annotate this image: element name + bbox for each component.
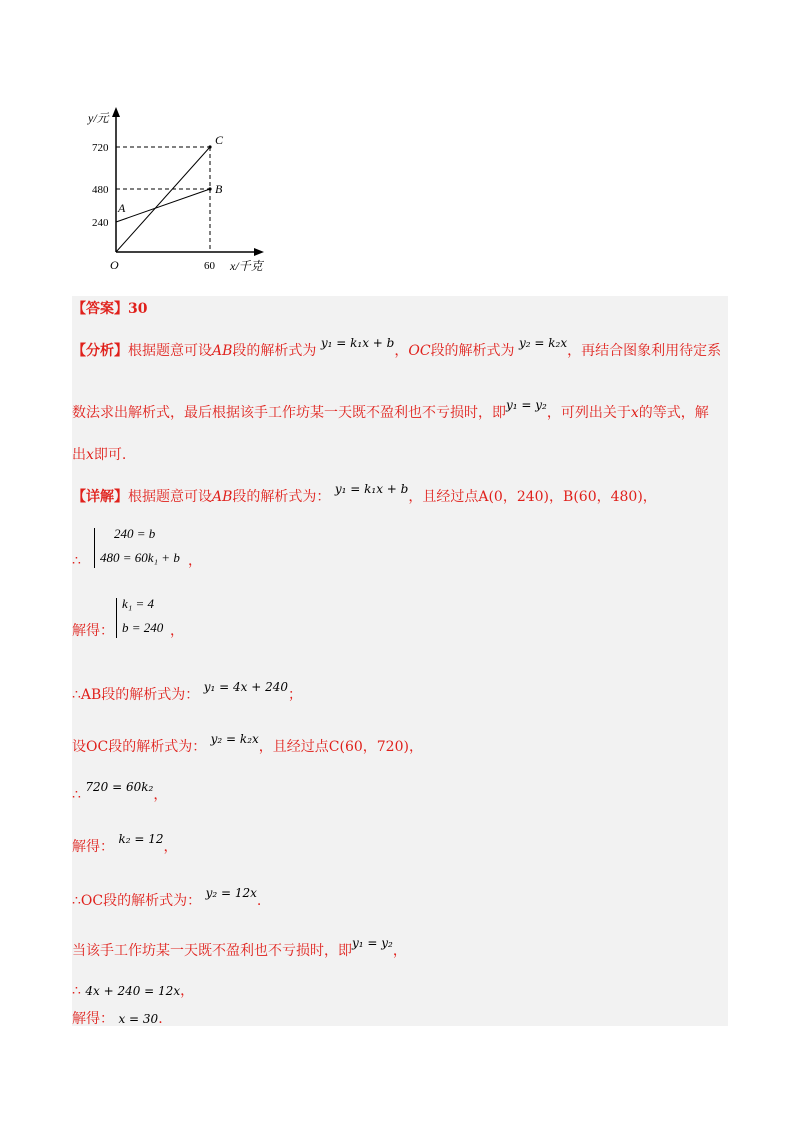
- oc-result-text: ∴OC段的解析式为：: [72, 893, 202, 909]
- analysis-text: 出: [72, 447, 86, 463]
- analysis-text: 的等式，解: [638, 405, 709, 421]
- analysis-ab: AB: [212, 343, 233, 359]
- point-b-label: B: [215, 182, 223, 196]
- analysis-text: 根据题意可设: [128, 343, 212, 359]
- system-brace: [116, 598, 117, 638]
- system2-eq-b: b = 240: [122, 620, 164, 635]
- analysis-text: 即可.: [93, 447, 127, 463]
- system-brace: [94, 528, 95, 568]
- k2-line: [72, 832, 178, 856]
- point-c-coord: C(60，720)，: [328, 739, 423, 755]
- analysis-tag: 【分析】: [72, 343, 128, 359]
- solve-label-2: 解得：: [72, 839, 114, 855]
- oc-set-text: 设OC段的解析式为：: [72, 739, 207, 755]
- line-ab: [116, 189, 210, 222]
- detail-text: 段的解析式为：: [232, 489, 331, 505]
- eq-720: 720 = 60k₂: [85, 780, 154, 794]
- analysis-text: 数法求出解析式，最后根据该手工作坊某一天既不盈利也不亏损时，即: [72, 405, 506, 421]
- answer-value: 30: [128, 301, 148, 317]
- therefore-3: ∴: [72, 983, 81, 999]
- ab-result-eq: y₁ = 4x + 240: [203, 680, 289, 694]
- period: .: [256, 893, 262, 909]
- k2-eq: k₂ = 12: [118, 832, 164, 846]
- line-oc: [116, 147, 210, 252]
- analysis-text: ，可列出关于: [546, 405, 631, 421]
- point-b: [208, 187, 211, 190]
- final-eq-line: [72, 982, 194, 1000]
- point-b-coord: B(60，480)，: [563, 489, 657, 505]
- system1-eq-a: 240 = b: [114, 526, 156, 541]
- y-tick-480: 480: [92, 184, 109, 196]
- when-text: 当该手工作坊某一天既不盈利也不亏损时，即: [72, 943, 352, 959]
- oc-result-eq: y₂ = 12x: [205, 886, 257, 900]
- semicolon: ；: [288, 687, 303, 703]
- final-eq: 4x + 240 = 12x: [85, 984, 181, 998]
- therefore-2: ∴: [72, 787, 81, 803]
- analysis-text: 段的解析式为: [232, 343, 317, 359]
- y-tick-720: 720: [92, 142, 109, 154]
- analysis-x: x: [86, 447, 94, 463]
- oc-set-line: [72, 732, 423, 756]
- origin-label: O: [110, 258, 119, 272]
- therefore-1: ∴: [72, 553, 81, 569]
- detail-tag: 【详解】: [72, 489, 128, 505]
- detail-eq1: y₁ = k₁x + b: [334, 482, 409, 496]
- comma-1: ，: [188, 553, 202, 569]
- detail-text: ，且经过点: [408, 489, 479, 505]
- x-result-line: [72, 1010, 163, 1028]
- oc-set-text: ，且经过点: [258, 739, 329, 755]
- analysis-oc: OC: [408, 343, 431, 359]
- point-a-label: A: [118, 201, 126, 215]
- ab-result-line: [72, 680, 303, 704]
- fullstop: .: [158, 1011, 163, 1027]
- detail-text: 根据题意可设: [128, 489, 212, 505]
- x-tick-60: 60: [204, 260, 215, 272]
- ab-result-text: ∴AB段的解析式为：: [72, 687, 200, 703]
- oc-set-eq: y₂ = k₂x: [210, 732, 259, 746]
- analysis-text: ，再结合图象利用待定系: [567, 343, 722, 359]
- answer-tag: 【答案】: [72, 301, 128, 317]
- x-result-eq: x = 30: [118, 1012, 159, 1026]
- analysis-text: ，: [394, 343, 409, 359]
- answer-line: [72, 300, 147, 318]
- x-axis-arrow: [254, 248, 264, 256]
- when-eq: y₁ = y₂: [352, 936, 393, 950]
- analysis-line-2: [72, 398, 709, 422]
- analysis-text: 段的解析式为: [430, 343, 515, 359]
- solve-label-3: 解得：: [72, 1011, 114, 1027]
- analysis-eq3: y₁ = y₂: [506, 398, 547, 412]
- analysis-line-3: [72, 446, 126, 464]
- solve-label-1: 解得：: [72, 623, 114, 639]
- y-axis-arrow: [112, 107, 120, 117]
- analysis-x: x: [630, 405, 639, 421]
- point-a-coord: A(0，240)，: [478, 489, 564, 505]
- system2-eq-a: k₁ = 4: [122, 596, 155, 611]
- when-line: [72, 936, 407, 960]
- point-c: [208, 145, 211, 148]
- oc-result-line: [72, 886, 262, 910]
- comma-2: ，: [170, 623, 184, 639]
- y-tick-240: 240: [92, 217, 109, 229]
- comma-3: ，: [153, 787, 168, 803]
- detail-line-1: [72, 482, 657, 506]
- y-axis-label: y/元: [88, 111, 109, 125]
- comma-5: ，: [392, 943, 407, 959]
- detail-ab: AB: [212, 489, 233, 505]
- comma-6: ，: [180, 983, 195, 999]
- point-c-label: C: [215, 133, 224, 147]
- function-graph: [84, 102, 274, 277]
- analysis-eq1: y₁ = k₁x + b: [320, 336, 395, 350]
- x-axis-label: x/千克: [230, 259, 263, 273]
- eq-720-line: [72, 780, 168, 804]
- comma-4: ，: [163, 839, 178, 855]
- analysis-eq2: y₂ = k₂x: [519, 336, 568, 350]
- system1-eq-b: 480 = 60k₁ + b: [100, 550, 180, 565]
- analysis-line-1: [72, 336, 722, 360]
